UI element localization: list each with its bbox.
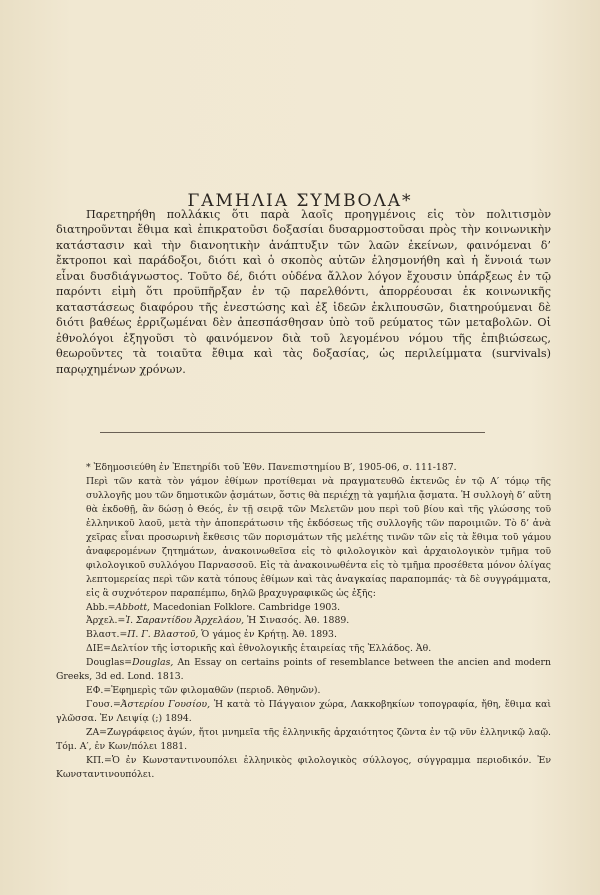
reference-archelaou: [56, 614, 551, 628]
reference-kp: [56, 754, 551, 782]
reference-ef: [56, 684, 551, 698]
reference-title: Δελτίον τῆς ἱστορικῆς καὶ ἐθνολογικῆς ἑταιρείας τῆς Ἑλλάδος. Ἀθ.: [110, 643, 432, 655]
reference-abbott: [56, 601, 551, 615]
reference-author: Douglas,: [132, 657, 174, 669]
reference-gousiou: [56, 698, 551, 726]
reference-title: An Essay on certains points of resemblance between the ancien and modern Greeks, 3d ed. Lond. 1813.: [56, 657, 551, 683]
reference-abbr: Ἀρχελ.=: [86, 615, 126, 627]
reference-abbr: ΕΦ.=: [86, 685, 112, 697]
reference-abbr: ΖΑ=: [86, 727, 107, 739]
reference-title: Ἐφημερὶς τῶν φιλομαθῶν (περιοδ. Ἀθηνῶν).: [111, 685, 321, 697]
reference-abbr: ΚΠ.=: [86, 755, 112, 767]
reference-abbr: Abb.=: [86, 601, 116, 613]
reference-title: Ζωγράφειος ἀγών, ἤτοι μνημεῖα τῆς ἑλληνικῆς ἀρχαιότητος ζῶντα ἐν τῷ νῦν ἑλληνικῷ λαῷ. Τόμ. Α′, ἐν Κων/πόλει 1881.: [56, 727, 551, 753]
reference-author: Ἰ. Σαραντίδου Ἀρχελάου,: [125, 615, 245, 627]
reference-vlastou: [56, 628, 551, 642]
page-title: ΓΑΜΗΛΙΑ ΣΥΜΒΟΛΑ*: [187, 191, 413, 212]
reference-za: [56, 726, 551, 754]
reference-title: Ἡ Σινασός. Ἀθ. 1889.: [244, 615, 350, 627]
footnote-divider: [100, 432, 485, 433]
reference-author: Abbott,: [115, 601, 151, 613]
footnote-paragraph: Περὶ τῶν κατὰ τὸν γάμον ἐθίμων προτίθεμαι νὰ πραγματευθῶ ἐκτενῶς ἐν τῷ Α′ τόμῳ τῆς συλλογῆς μου τῶν δημοτικῶν ᾀσμάτων, ὅστις θὰ περιέχῃ τὰ γαμήλια ᾄσματα. Ἡ συλλογὴ δ’ αὕτη θὰ ἐκδοθῇ, ἂν δώσῃ ὁ Θεός, ἐν τῇ σειρᾷ τῶν Μελετῶν μου περὶ τοῦ βίου καὶ τῆς γλώσσης τοῦ ἑλληνικοῦ λαοῦ, μετὰ τὴν ἀποπεράτωσιν τῆς ἐκδόσεως τῆς συλλογῆς τῶν παροιμιῶν. Τὸ δ’ ἀνὰ χεῖρας εἶναι προσωρινὴ ἔκθεσις τῶν πορισμάτων τῆς μελέτης τινῶν τῶν εἰς τὰ ἔθιμα τοῦ γάμου ἀναφερομένων ζητημάτων, ἀνακοινωθεῖσα εἰς τὸ φιλολογικὸν καὶ ἀρχαιολογικὸν τμῆμα τοῦ φιλολογικοῦ συλλόγου Παρνασσοῦ. Εἰς τὰ ἀνακοινωθέντα εἰς τὸ τμῆμα προσέθετα μόνον ὀλίγας λεπτομερείας περὶ τῶν κατὰ τόπους ἐθίμων καὶ τὰς ἀναγκαίας παραπομπάς· τὰ δὲ συγγράμματα, εἰς ἃ συχνότερον παραπέμπω, δηλῶ βραχυγραφικῶς ὡς ἑξῆς:: [86, 475, 551, 599]
footnote-source: * Ἐδημοσιεύθη ἐν Ἐπετηρίδι τοῦ Ἐθν. Πανεπιστημίου Β′, 1905-06, σ. 111-187.: [86, 462, 457, 473]
reference-title: Ἡ κατὰ τὸ Πάγγαιον χώρα, Λακκοβηκίων τοπογραφία, ἤθη, ἔθιμα καὶ γλῶσσα. Ἐν Λειψίᾳ (;) 1894.: [56, 699, 551, 725]
reference-douglas: [56, 656, 551, 684]
reference-author: Π. Γ. Βλαστοῦ,: [127, 629, 199, 641]
reference-abbr: Γουσ.=: [86, 699, 121, 711]
body-paragraph: Παρετηρήθη πολλάκις ὅτι παρὰ λαοῖς προηγμένοις εἰς τὸν πολιτισμὸν διατηροῦνται ἔθιμα καὶ ἐπικρατοῦσι δοξασίαι δυσαρμοστοῦσαι πρὸς τὴν κοινωνικὴν κατάστασιν καὶ τὴν διανοητικὴν ἀνάπτυξιν τῶν λαῶν ἐκείνων, φαινόμεναι δ’ ἔκτροποι καὶ παράδοξοι, διότι καὶ ὁ σκοπὸς αὐτῶν ἐλησμονήθη καὶ ἡ ἔννοιά των εἶναι δυσδιάγνωστος. Τοῦτο δέ, διότι οὐδένα ἄλλον λόγον ἔχουσιν ὑπάρξεως ἐν τῷ παρόντι εἰμὴ ὅτι προϋπῆρξαν ἐν τῷ παρελθόντι, ἀπορρέουσαι ἐκ κοινωνικῆς καταστάσεως διαφόρου τῆς ἐνεστώσης καὶ ἐξ ἰδεῶν ἐκλιπουσῶν, διατηρούμεναι δὲ διότι βαθέως ἐρριζωμέναι δὲν ἀπεσπάσθησαν ὑπὸ τοῦ ρεύματος τῶν μεταβολῶν. Οἱ ἐθνολόγοι ἐξηγοῦσι τὸ φαινόμενον διὰ τοῦ λεγομένου νόμου τῆς ἐπιβιώσεως, θεωροῦντες τὰ τοιαῦτα ἔθιμα καὶ τὰς δοξασίας, ὡς περιλείμματα (survivals) παρῳχημένων χρόνων.: [56, 208, 551, 376]
reference-abbr: Βλαστ.=: [86, 629, 128, 641]
footnote: [56, 461, 551, 782]
reference-die: [56, 642, 551, 656]
main-text: [56, 207, 551, 377]
reference-abbr: Douglas=: [86, 657, 133, 669]
reference-abbr: ΔΙΕ=: [86, 643, 111, 655]
reference-title: Ὁ γάμος ἐν Κρήτῃ. Ἀθ. 1893.: [198, 629, 337, 641]
reference-author: Ἀστερίου Γουσίου,: [120, 699, 211, 711]
reference-title: Ὁ ἐν Κωνσταντινουπόλει ἑλληνικὸς φιλολογικὸς σύλλογος, σύγγραμμα περιοδικόν. Ἐν Κωνσταντινουπόλει.: [56, 755, 551, 780]
reference-title: Macedonian Folklore. Cambridge 1903.: [150, 601, 341, 613]
